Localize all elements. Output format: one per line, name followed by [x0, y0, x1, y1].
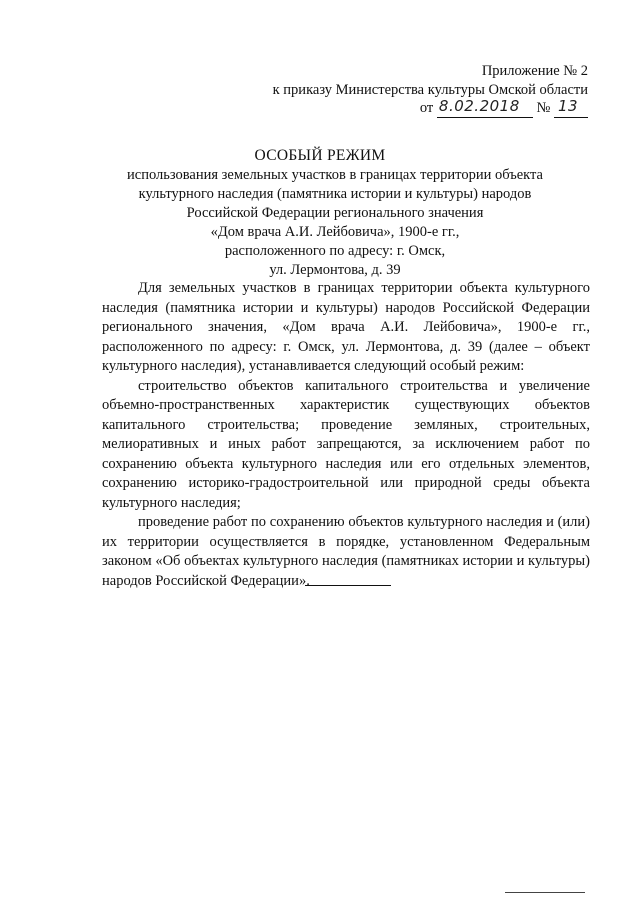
footer-line — [505, 892, 585, 893]
subtitle-line: ул. Лермонтова, д. 39 — [269, 262, 401, 278]
subtitle-line: культурного наследия (памятника истории и культуры) народов — [138, 186, 532, 202]
body-paragraph: Для земельных участков в границах территории объекта культурного наследия (памятника истории и культуры) народов Российской Федерации регионального значения, «Дом врача А.И. Лейбовича», 1900-е гг., расположенного по адресу: г. Омск, ул. Лермонтова, д. 39 (далее – объект культурного наследия), устанавливается следующий особый режим: — [102, 280, 590, 374]
number-label: № — [536, 100, 551, 116]
subtitle-line: использования земельных участков в границах территории объекта — [127, 167, 543, 183]
document-body — [102, 279, 590, 591]
handwritten-number: 13 — [558, 97, 579, 115]
end-rule — [305, 585, 391, 586]
document-title: ОСОБЫЙ РЕЖИМ — [254, 147, 386, 164]
subtitle-line: «Дом врача А.И. Лейбовича», 1900-е гг., — [210, 224, 460, 240]
order-reference: к приказу Министерства культуры Омской области — [272, 82, 588, 98]
subtitle-line: расположенного по адресу: г. Омск, — [224, 243, 446, 259]
subtitle-line: Российской Федерации регионального значения — [186, 205, 484, 221]
body-paragraph: строительство объектов капитального строительства и увеличение объемно-пространственных характеристик существующих объектов капитального строительства; проведение земляных, строительных, мелиоративных и иных работ запрещаются, за исключением работ по сохранению объекта культурного наследия или его отдельных элементов, сохранению историко-градостроительной или природной среды объекта культурного наследия; — [102, 377, 590, 511]
date-blank — [437, 97, 533, 118]
number-blank — [554, 97, 588, 118]
from-label: от — [419, 100, 434, 116]
document-subtitle — [0, 166, 640, 280]
body-paragraph: проведение работ по сохранению объектов культурного наследия и (или) их территории осуществляется в порядке, установленном Федеральным законом «Об объектах культурного наследия (памятниках истории и культуры) народов Российской Федерации». — [102, 514, 590, 589]
handwritten-date: 8.02.2018 — [438, 97, 520, 115]
appendix-label: Приложение № 2 — [481, 63, 588, 79]
order-date-number-line — [420, 99, 588, 118]
